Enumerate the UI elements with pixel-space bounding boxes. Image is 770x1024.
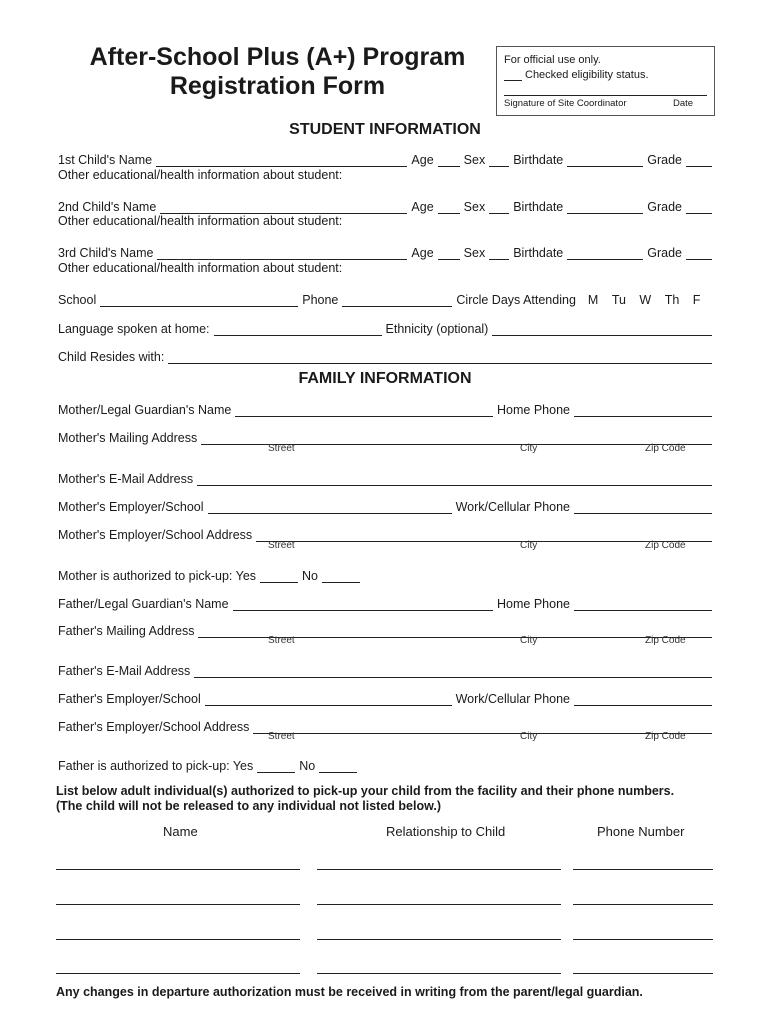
father-home-phone-field[interactable] (574, 598, 712, 611)
mother-employer-row (56, 496, 714, 514)
home-phone-label: Home Phone (497, 597, 570, 611)
birthdate-label: Birthdate (513, 200, 564, 214)
mother-address-row (56, 427, 714, 445)
child3-other-info (56, 257, 714, 275)
mother-name-label: Mother/Legal Guardian's Name (58, 403, 232, 417)
sex-label: Sex (463, 200, 486, 214)
father-employer-label: Father's Employer/School (58, 692, 201, 706)
father-name-row (56, 593, 714, 611)
school-label: School (58, 293, 97, 307)
day-monday[interactable]: M (587, 293, 599, 307)
child3-other-info-label: Other educational/health information about student: (58, 261, 343, 275)
child1-name-label: 1st Child's Name (58, 153, 153, 167)
zip-caption: Zip Code (645, 443, 686, 454)
father-name-label: Father/Legal Guardian's Name (58, 597, 229, 611)
father-pickup-no-field[interactable] (319, 760, 357, 773)
mother-employer-label: Mother's Employer/School (58, 500, 204, 514)
authorized-relationship-field[interactable] (317, 904, 561, 905)
age-label: Age (411, 153, 434, 167)
sex-label: Sex (463, 153, 486, 167)
phone-label: Phone (302, 293, 339, 307)
eligibility-check-line[interactable] (504, 70, 522, 81)
sex-label: Sex (463, 246, 486, 260)
mother-address-label: Mother's Mailing Address (58, 431, 198, 445)
eligibility-check (504, 69, 649, 81)
father-work-phone-field[interactable] (574, 693, 712, 706)
school-row (56, 289, 714, 307)
zip-caption: Zip Code (645, 731, 686, 742)
ethnicity-field[interactable] (492, 323, 712, 336)
father-email-label: Father's E-Mail Address (58, 664, 191, 678)
child2-other-info (56, 210, 714, 228)
age-label: Age (411, 246, 434, 260)
father-employer-field[interactable] (205, 693, 452, 706)
mother-work-phone-field[interactable] (574, 501, 712, 514)
grade-label: Grade (647, 200, 682, 214)
authorized-relationship-field[interactable] (317, 973, 561, 974)
birthdate-label: Birthdate (513, 246, 564, 260)
mother-pickup-yes-field[interactable] (260, 570, 298, 583)
form-title (60, 43, 495, 101)
father-address-row (56, 620, 714, 638)
mother-employer-field[interactable] (208, 501, 452, 514)
authorized-instruction-1: List below adult individual(s) authorized to pick-up your child from the facility and their phone numbers. (56, 784, 675, 798)
days-options (578, 293, 701, 307)
authorized-name-field[interactable] (56, 973, 300, 974)
no-label: No (302, 569, 319, 583)
father-employer-address-field[interactable] (253, 721, 712, 734)
resides-row (56, 346, 714, 364)
authorized-name-field[interactable] (56, 904, 300, 905)
authorized-phone-field[interactable] (573, 869, 713, 870)
mother-email-row (56, 468, 714, 486)
mother-name-row (56, 399, 714, 417)
signature-label: Signature of Site Coordinator (504, 98, 627, 109)
age-label: Age (411, 200, 434, 214)
authorized-phone-field[interactable] (573, 939, 713, 940)
day-friday[interactable]: F (692, 293, 701, 307)
mother-name-field[interactable] (235, 404, 493, 417)
day-wednesday[interactable]: W (639, 293, 652, 307)
resides-label: Child Resides with: (58, 350, 165, 364)
father-name-field[interactable] (233, 598, 493, 611)
birthdate-label: Birthdate (513, 153, 564, 167)
official-use-label: For official use only. (504, 54, 601, 66)
father-employer-address-row (56, 716, 714, 734)
child1-other-info-label: Other educational/health information about student: (58, 168, 343, 182)
mother-employer-address-field[interactable] (256, 529, 712, 542)
language-label: Language spoken at home: (58, 322, 210, 336)
authorized-relationship-field[interactable] (317, 869, 561, 870)
child2-name-label: 2nd Child's Name (58, 200, 157, 214)
school-field[interactable] (100, 294, 298, 307)
father-pickup-yes-field[interactable] (257, 760, 295, 773)
city-caption: City (520, 540, 538, 551)
child1-other-info (56, 164, 714, 182)
authorized-phone-field[interactable] (573, 973, 713, 974)
father-pickup-label: Father is authorized to pick-up: Yes (58, 759, 254, 773)
father-email-row (56, 660, 714, 678)
mother-pickup-label: Mother is authorized to pick-up: Yes (58, 569, 257, 583)
day-tuesday[interactable]: Tu (611, 293, 626, 307)
column-name: Name (163, 824, 198, 839)
student-info-heading: STUDENT INFORMATION (289, 121, 481, 138)
day-thursday[interactable]: Th (664, 293, 680, 307)
mother-email-field[interactable] (197, 473, 712, 486)
street-caption: Street (268, 731, 295, 742)
eligibility-check-label: Checked eligibility status. (525, 69, 649, 81)
authorized-relationship-field[interactable] (317, 939, 561, 940)
grade-label: Grade (647, 246, 682, 260)
father-employer-address-label: Father's Employer/School Address (58, 720, 250, 734)
mother-pickup-no-field[interactable] (322, 570, 360, 583)
title-line-1: After-School Plus (A+) Program (89, 43, 466, 71)
no-label: No (299, 759, 316, 773)
child3-name-label: 3rd Child's Name (58, 246, 154, 260)
circle-days-label: Circle Days Attending (456, 293, 576, 307)
city-caption: City (520, 443, 538, 454)
authorized-name-field[interactable] (56, 869, 300, 870)
street-caption: Street (268, 635, 295, 646)
signature-line[interactable] (504, 95, 707, 96)
authorized-instruction-2: (The child will not be released to any individual not listed below.) (56, 799, 441, 813)
grade-label: Grade (647, 153, 682, 167)
authorized-phone-field[interactable] (573, 904, 713, 905)
language-field[interactable] (214, 323, 382, 336)
language-row (56, 318, 714, 336)
mother-email-label: Mother's E-Mail Address (58, 472, 194, 486)
father-email-field[interactable] (194, 665, 712, 678)
mother-employer-address-label: Mother's Employer/School Address (58, 528, 253, 542)
date-label: Date (673, 98, 694, 109)
father-employer-row (56, 688, 714, 706)
work-phone-label: Work/Cellular Phone (455, 692, 570, 706)
school-phone-field[interactable] (342, 294, 452, 307)
authorized-name-field[interactable] (56, 939, 300, 940)
zip-caption: Zip Code (645, 540, 686, 551)
home-phone-label: Home Phone (497, 403, 570, 417)
zip-caption: Zip Code (645, 635, 686, 646)
official-use-box (496, 46, 715, 116)
street-caption: Street (268, 540, 295, 551)
child2-other-info-label: Other educational/health information about student: (58, 214, 343, 228)
city-caption: City (520, 635, 538, 646)
mother-employer-address-row (56, 524, 714, 542)
footer-note: Any changes in departure authorization must be received in writing from the parent/legal guardian. (56, 985, 643, 999)
family-info-heading: FAMILY INFORMATION (298, 370, 472, 387)
father-pickup-row (56, 755, 714, 773)
column-relationship: Relationship to Child (386, 824, 506, 839)
city-caption: City (520, 731, 538, 742)
father-address-label: Father's Mailing Address (58, 624, 195, 638)
mother-home-phone-field[interactable] (574, 404, 712, 417)
resides-field[interactable] (168, 351, 712, 364)
street-caption: Street (268, 443, 295, 454)
column-phone: Phone Number (597, 824, 685, 839)
mother-pickup-row (56, 565, 714, 583)
ethnicity-label: Ethnicity (optional) (385, 322, 489, 336)
work-phone-label: Work/Cellular Phone (455, 500, 570, 514)
title-line-2: Registration Form (169, 72, 386, 100)
